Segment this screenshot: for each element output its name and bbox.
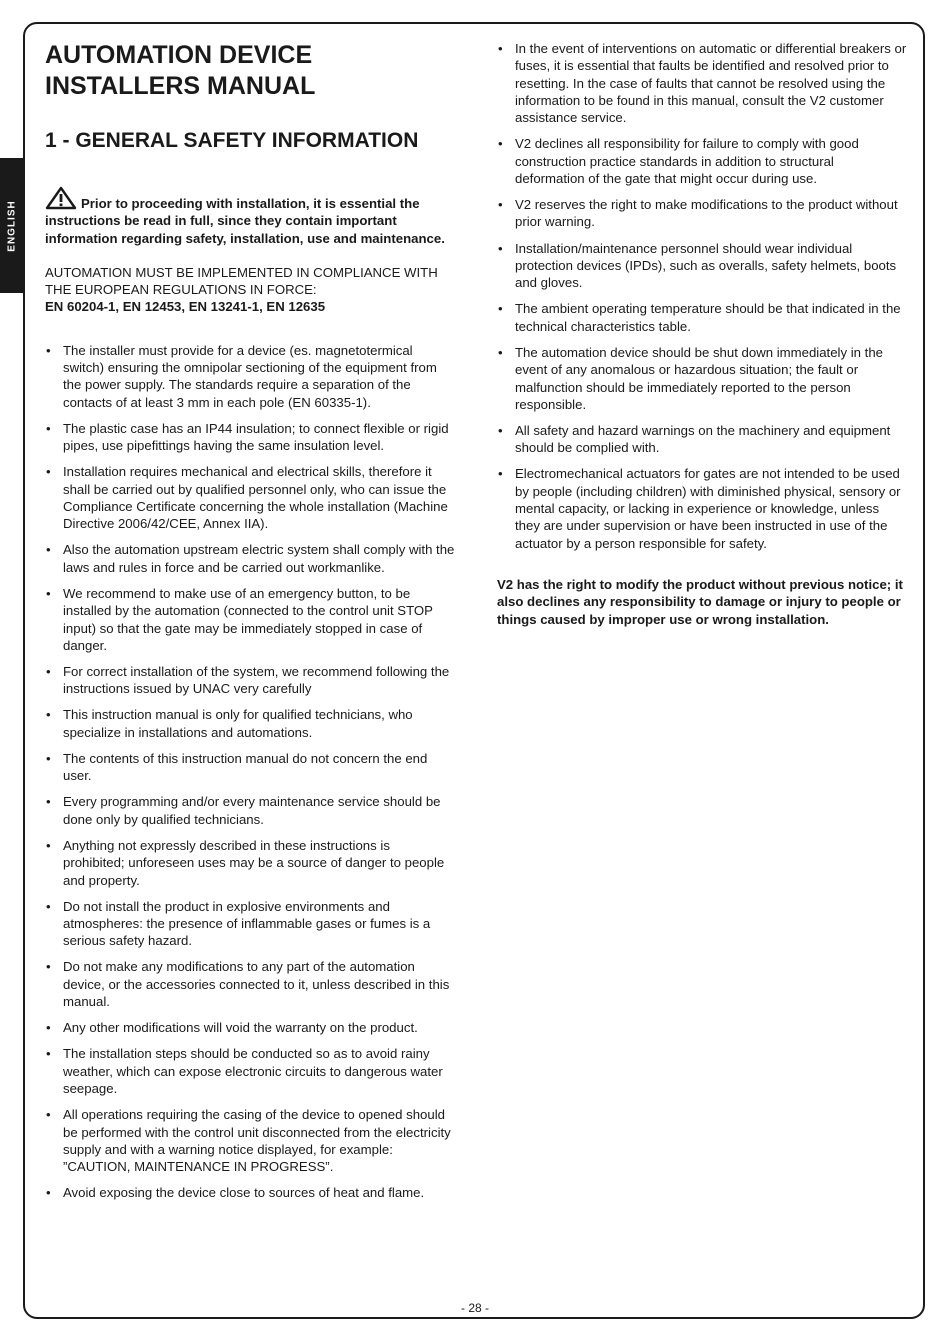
list-item: • Electromechanical actuators for gates are not intended to be used by people (including children) with diminished physical, sensory or mental capacity, or lacking in experience or knowledge, unless they are under supervision or have been instructed in use of the actuator by a person responsible for safety. [497,465,907,551]
list-item: • The automation device should be shut down immediately in the event of any anomalous or hazardous situation; the fault or malfunction should be immediately reported to the person responsible. [497,344,907,413]
list-item: • The contents of this instruction manual do not concern the end user. [45,750,455,785]
closing-note: V2 has the right to modify the product without previous notice; it also declines any responsibility to damage or injury to people or things caused by improper use or wrong installation. [497,576,903,627]
warning-text: Prior to proceeding with installation, it is essential the instructions be read in full, since they contain important information regarding safety, installation, use and maintenance. [45,196,445,246]
section-title: 1 - GENERAL SAFETY INFORMATION [45,129,419,152]
left-bullet-list [45,342,455,1202]
list-item: • For correct installation of the system, we recommend following the instructions issued by UNAC very carefully [45,663,455,698]
left-column [45,40,455,1211]
list-item: • In the event of interventions on automatic or differential breakers or fuses, it is essential that faults be identified and resolved prior to resetting. In the case of faults that cannot be resolved using the information to be found in this manual, consult the V2 customer assistance service. [497,40,907,126]
list-item: • V2 reserves the right to make modifications to the product without prior warning. [497,196,907,231]
compliance-notice [45,264,455,316]
list-item: • The plastic case has an IP44 insulation; to connect flexible or rigid pipes, use pipefittings having the same insulation level. [45,420,455,455]
list-item: • We recommend to make use of an emergency button, to be installed by the automation (connected to the control unit STOP input) so that the gate may be immediately stopped in case of danger. [45,585,455,654]
list-item: • All safety and hazard warnings on the machinery and equipment should be complied with. [497,422,907,457]
list-item: • Do not make any modifications to any part of the automation device, or the accessories connected to it, unless described in this manual. [45,958,455,1010]
list-item: • Any other modifications will void the warranty on the product. [45,1019,455,1036]
list-item: • V2 declines all responsibility for failure to comply with good construction practice standards in addition to structural deformation of the gate that might occur during use. [497,135,907,187]
list-item: • Anything not expressly described in these instructions is prohibited; unforeseen uses may be a source of danger to people and property. [45,837,455,889]
list-item: • Installation requires mechanical and electrical skills, therefore it shall be carried out by qualified personnel only, who can issue the Compliance Certificate concerning the whole installation (Machine Directive 2006/42/CEE, Annex IIA). [45,463,455,532]
manual-title-line-1: AUTOMATION DEVICE [45,41,313,69]
list-item: • All operations requiring the casing of the device to opened should be performed with the control unit disconnected from the electricity supply and with a warning notice displayed, for example: ”CAUTION, MAINTENANCE IN PROGRESS”. [45,1106,455,1175]
compliance-text: AUTOMATION MUST BE IMPLEMENTED IN COMPLIANCE WITH THE EUROPEAN REGULATIONS IN FORCE: [45,264,438,298]
list-item: • The ambient operating temperature should be that indicated in the technical characteristics table. [497,300,907,335]
list-item: • Do not install the product in explosive environments and atmospheres: the presence of inflammable gases or fumes is a serious safety hazard. [45,898,455,950]
list-item: • Avoid exposing the device close to sources of heat and flame. [45,1184,455,1201]
warning-triangle-icon [45,186,77,210]
page-number: - 28 - [460,1301,489,1315]
list-item: • The installation steps should be conducted so as to avoid rainy weather, which can expose electronic circuits to dangerous water seepage. [45,1045,455,1097]
language-tab-label: ENGLISH [6,199,17,252]
right-bullet-list [497,40,907,552]
compliance-standards: EN 60204-1, EN 12453, EN 13241-1, EN 12635 [45,299,326,315]
language-tab [0,158,23,293]
list-item: • Also the automation upstream electric system shall comply with the laws and rules in force and be carried out workmanlike. [45,541,455,576]
list-item: • The installer must provide for a device (es. magnetotermical switch) ensuring the omnipolar sectioning of the equipment from the power supply. The standards require a separation of the contacts of at least 3 mm in each pole (EN 60335-1). [45,342,455,411]
list-item: • Every programming and/or every maintenance service should be done only by qualified technicians. [45,793,455,828]
warning-notice [45,186,455,247]
manual-title [45,40,455,102]
right-column [497,40,907,628]
list-item: • Installation/maintenance personnel should wear individual protection devices (IPDs), such as overalls, safety helmets, boots and gloves. [497,240,907,292]
list-item: • This instruction manual is only for qualified technicians, who specialize in installations and automations. [45,706,455,741]
manual-title-line-2: INSTALLERS MANUAL [45,72,316,100]
